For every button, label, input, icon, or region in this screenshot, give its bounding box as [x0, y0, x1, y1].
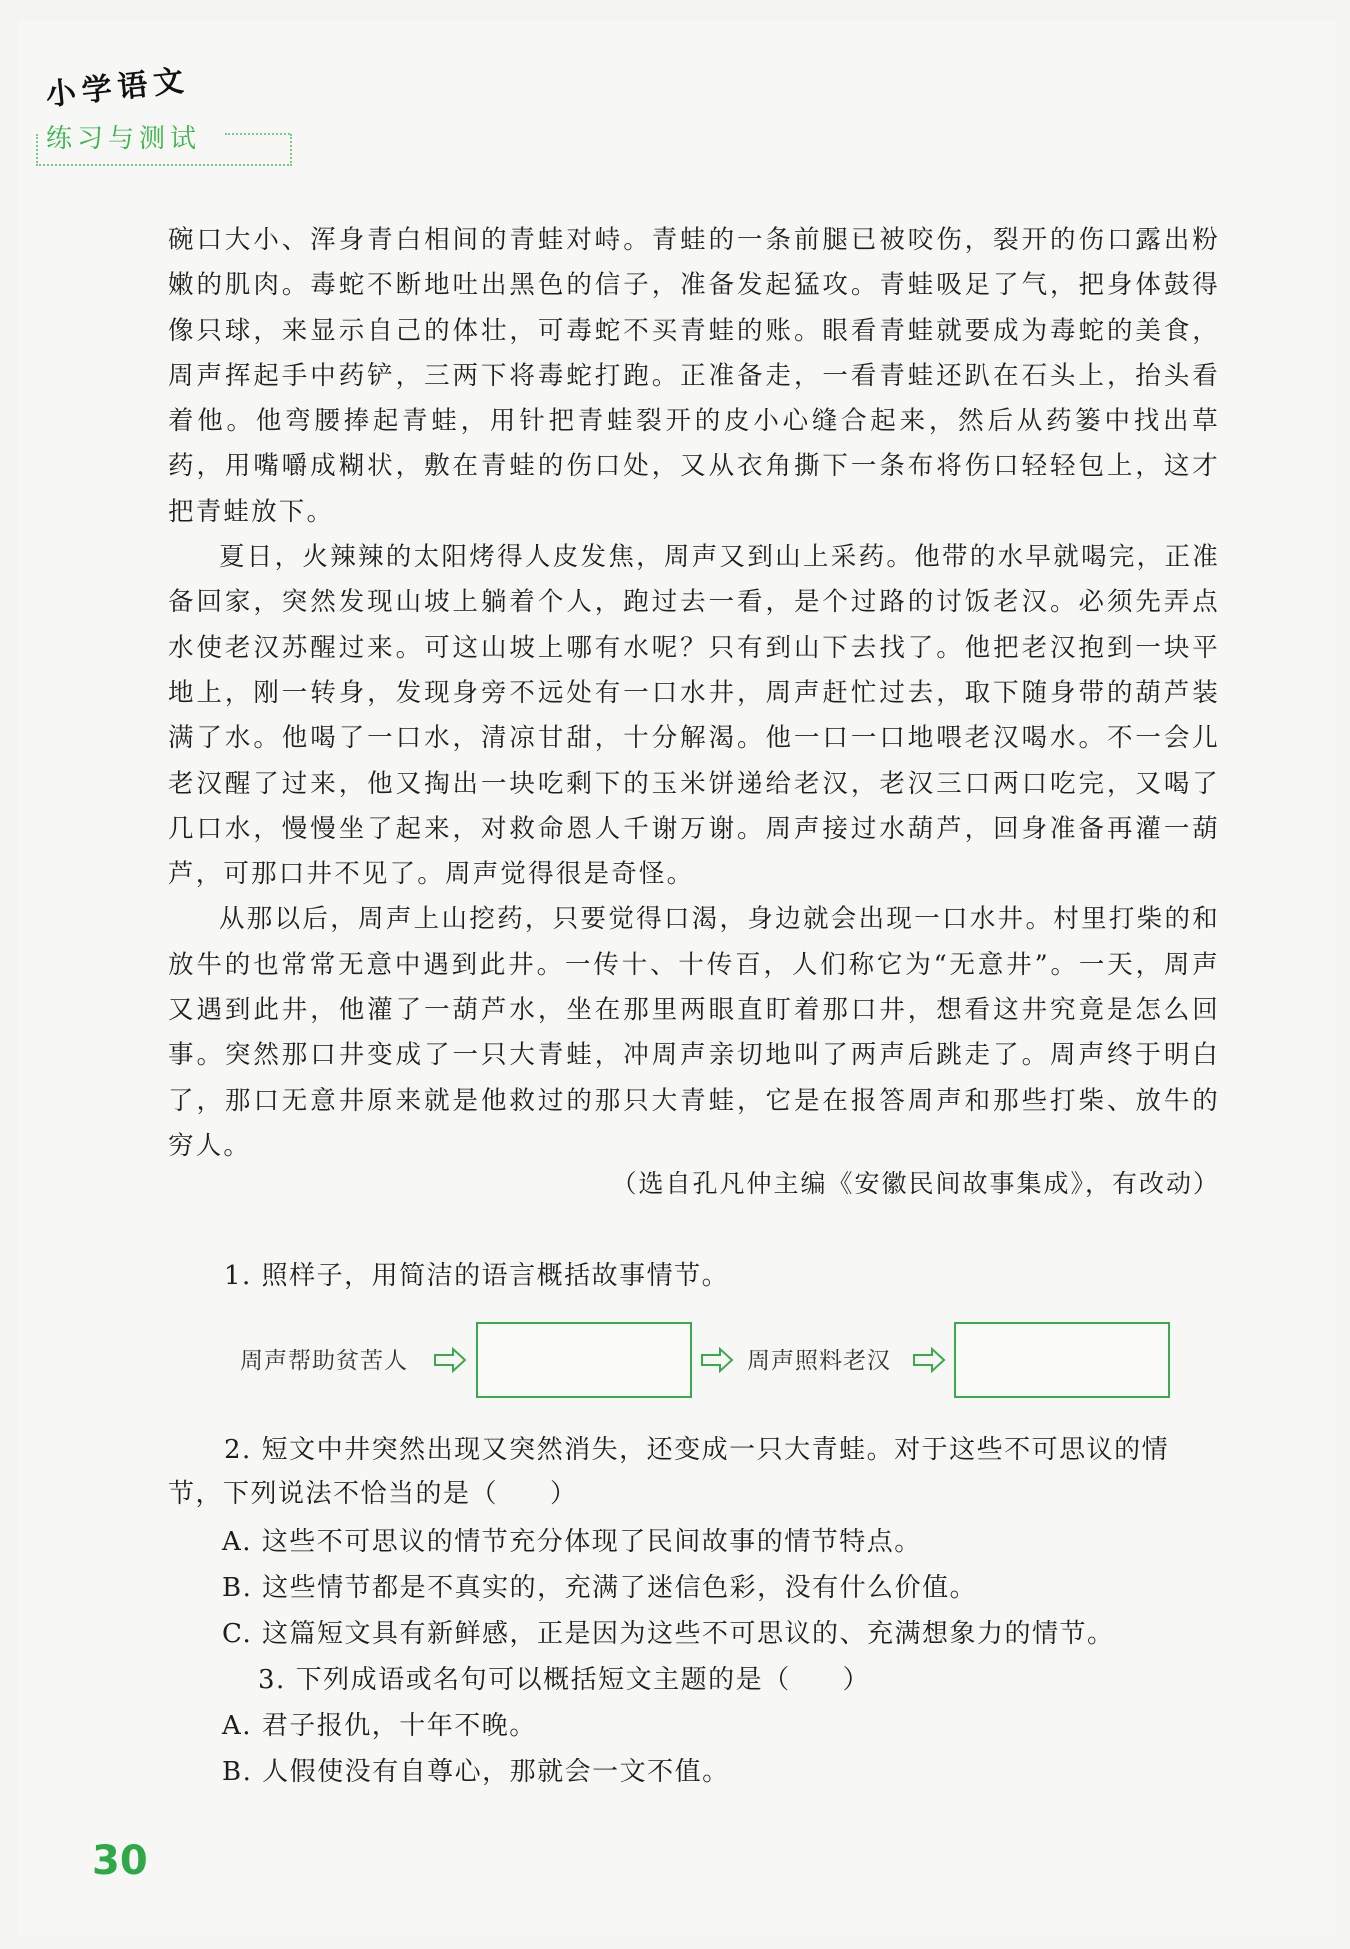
flow-step-3: 周声照料老汉 — [747, 1347, 891, 1373]
question-3-option-a: A. 君子报仇，十年不晚。 — [222, 1711, 537, 1741]
question-2-text: 2. 短文中井突然出现又突然消失，还变成一只大青蛙。对于这些不可思议的情节，下列说法不恰当的是（ — [168, 1435, 1170, 1509]
hollow-arrow-icon — [433, 1346, 467, 1374]
question-3-option-b: B. 人假使没有自尊心，那就会一文不值。 — [222, 1757, 730, 1787]
story-text — [168, 218, 1220, 1169]
story-paragraph: 碗口大小、浑身青白相间的青蛙对峙。青蛙的一条前腿已被咬伤，裂开的伤口露出粉嫩的肌肉。毒蛇不断地吐出黑色的信子，准备发起猛攻。青蛙吸足了气，把身体鼓得像只球，来显示自己的体壮，可毒蛇不买青蛙的账。眼看青蛙就要成为毒蛇的美食，周声挥起手中药铲，三两下将毒蛇打跑。正准备走，一看青蛙还趴在石头上，抬头看着他。他弯腰捧起青蛙，用针把青蛙裂开的皮小心缝合起来，然后从药篓中找出草药，用嘴嚼成糊状，敷在青蛙的伤口处，又从衣角撕下一条布将伤口轻轻包上，这才把青蛙放下。 — [168, 225, 1220, 527]
paren-close: ） — [550, 1479, 578, 1509]
story-source: （选自孔凡仲主编《安徽民间故事集成》，有改动） — [611, 1169, 1220, 1198]
page-number: 30 — [92, 1838, 148, 1884]
question-2-option-a: A. 这些不可思议的情节充分体现了民间故事的情节特点。 — [222, 1527, 922, 1557]
header-dotted-frame — [36, 134, 292, 166]
story-paragraph: 从那以后，周声上山挖药，只要觉得口渴，身边就会出现一口水井。村里打柴的和放牛的也常常无意中遇到此井。一传十、十传百，人们称它为“无意井”。一天，周声又遇到此井，他灌了一葫芦水，坐在那里两眼直盯着那口井，想看这井究竟是怎么回事。突然那口井变成了一只大青蛙，冲周声亲切地叫了两声后跳走了。周声终于明白了，那口无意井原来就是他救过的那只大青蛙，它是在报答周声和那些打柴、放牛的穷人。 — [168, 904, 1220, 1161]
book-title: 小学语文 — [44, 63, 192, 114]
book-subtitle: 练习与测试 — [46, 124, 202, 154]
question-2 — [168, 1428, 1220, 1516]
question-3-text: 3. 下列成语或名句可以概括短文主题的是（ — [258, 1665, 791, 1695]
question-3 — [258, 1658, 870, 1702]
hollow-arrow-icon — [700, 1346, 734, 1374]
answer-box-2[interactable] — [954, 1322, 1170, 1398]
question-2-option-b: B. 这些情节都是不真实的，充满了迷信色彩，没有什么价值。 — [222, 1573, 978, 1603]
plot-flow-diagram — [240, 1322, 1240, 1400]
paren-close: ） — [842, 1665, 871, 1695]
question-1: 1. 照样子，用简洁的语言概括故事情节。 — [224, 1261, 730, 1291]
flow-step-1: 周声帮助贫苦人 — [240, 1347, 408, 1373]
answer-box-1[interactable] — [476, 1322, 692, 1398]
story-paragraph: 夏日，火辣辣的太阳烤得人皮发焦，周声又到山上采药。他带的水早就喝完，正准备回家，突然发现山坡上躺着个人，跑过去一看，是个过路的讨饭老汉。必须先弄点水使老汉苏醒过来。可这山坡上哪有水呢？只有到山下去找了。他把老汉抱到一块平地上，刚一转身，发现身旁不远处有一口水井，周声赶忙过去，取下随身带的葫芦装满了水。他喝了一口水，清凉甘甜，十分解渴。他一口一口地喂老汉喝水。不一会儿老汉醒了过来，他又掏出一块吃剩下的玉米饼递给老汉，老汉三口两口吃完，又喝了几口水，慢慢坐了起来，对救命恩人千谢万谢。周声接过水葫芦，回身准备再灌一葫芦，可那口井不见了。周声觉得很是奇怪。 — [168, 542, 1220, 890]
hollow-arrow-icon — [912, 1346, 946, 1374]
question-2-option-c: C. 这篇短文具有新鲜感，正是因为这些不可思议的、充满想象力的情节。 — [222, 1619, 1115, 1649]
